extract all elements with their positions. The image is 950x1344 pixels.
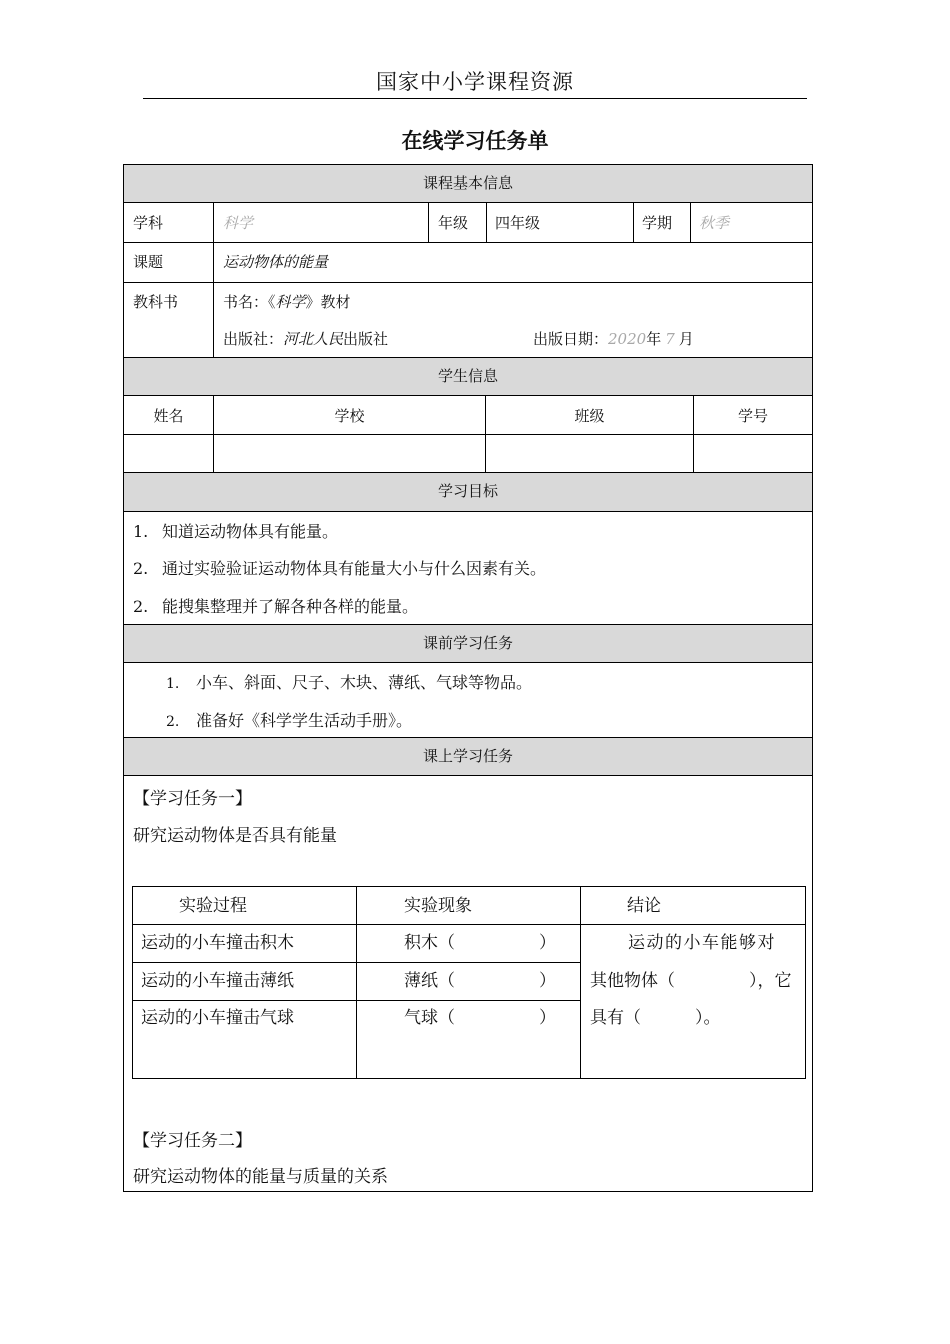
course-info-header: 课程基本信息 xyxy=(124,165,812,203)
conclusion-line-3-end: ）。 xyxy=(695,1008,721,1028)
publish-date-line xyxy=(533,329,694,349)
pre-class-text: 准备好《科学学生活动手册》。 xyxy=(196,711,413,730)
task2-title: 【学习任务二】 xyxy=(133,1131,252,1151)
task-sheet-table xyxy=(123,164,813,1192)
student-name-input[interactable] xyxy=(124,435,213,471)
term-value: 秋季 xyxy=(699,214,730,232)
objective-num: 2. xyxy=(133,559,149,578)
task1-description: 研究运动物体是否具有能量 xyxy=(133,826,337,846)
year-unit: 年 xyxy=(646,330,662,348)
book-name-prefix: 书名：《 xyxy=(223,293,276,311)
objective-text: 知道运动物体具有能量。 xyxy=(162,522,339,541)
textbook-label: 教科书 xyxy=(133,293,179,311)
divider xyxy=(356,887,357,1078)
student-id-input[interactable] xyxy=(694,435,812,471)
book-name-line xyxy=(223,292,351,312)
phenomenon-cell: 气球（ xyxy=(404,1008,455,1028)
row-divider xyxy=(133,1000,580,1001)
objective-item xyxy=(133,556,546,579)
student-school-header: 学校 xyxy=(334,407,365,425)
publish-month: 7 xyxy=(665,330,675,348)
student-class-input[interactable] xyxy=(486,435,693,471)
grade-label: 年级 xyxy=(438,214,469,232)
student-class-header: 班级 xyxy=(574,407,605,425)
pre-class-num: 1. xyxy=(166,676,180,692)
book-name-suffix: 》教材 xyxy=(305,293,351,311)
book-name-value: 科学 xyxy=(275,293,306,311)
conclusion-line-3-start: 具有（ xyxy=(590,1008,641,1028)
student-id-header: 学号 xyxy=(737,407,768,425)
objective-item xyxy=(133,519,338,542)
pre-class-text: 小车、斜面、尺子、木块、薄纸、气球等物品。 xyxy=(196,673,533,692)
subject-label: 学科 xyxy=(133,214,164,232)
blank-close-paren: ） xyxy=(539,933,556,953)
row-divider xyxy=(133,962,580,963)
conclusion-line-2-end: ），它 xyxy=(749,971,792,991)
objective-num: 1. xyxy=(133,522,149,541)
conclusion-line-2-start: 其他物体（ xyxy=(590,971,675,991)
header-rule xyxy=(143,98,807,99)
student-info-header: 学生信息 xyxy=(124,357,812,396)
grade-value: 四年级 xyxy=(495,214,541,232)
task1-title: 【学习任务一】 xyxy=(133,789,252,809)
phenomenon-column-header: 实验现象 xyxy=(404,896,472,916)
process-cell: 运动的小车撞击积木 xyxy=(141,933,294,953)
resource-header-title: 国家中小学课程资源 xyxy=(376,70,574,94)
blank-close-paren: ） xyxy=(539,1008,556,1028)
process-cell: 运动的小车撞击气球 xyxy=(141,1008,294,1028)
pre-class-item xyxy=(166,670,532,693)
conclusion-line-1: 运动的小车能够对 xyxy=(628,933,776,953)
divider xyxy=(690,203,691,242)
publish-date-label: 出版日期： xyxy=(533,330,609,348)
subject-value: 科学 xyxy=(223,214,254,232)
divider xyxy=(428,203,429,242)
publish-year: 2020 xyxy=(608,330,647,348)
student-school-input[interactable] xyxy=(214,435,485,471)
pre-class-header: 课前学习任务 xyxy=(124,624,812,663)
process-cell: 运动的小车撞击薄纸 xyxy=(141,971,294,991)
pre-class-num: 2. xyxy=(166,714,180,730)
row-divider xyxy=(124,282,812,283)
objective-num: 2. xyxy=(133,597,149,616)
divider xyxy=(213,203,214,357)
publisher-label: 出版社： xyxy=(223,330,284,348)
row-divider xyxy=(124,242,812,243)
phenomenon-cell: 积木（ xyxy=(404,933,455,953)
objective-text: 能搜集整理并了解各种各样的能量。 xyxy=(162,597,419,616)
divider xyxy=(486,203,487,242)
publisher-line xyxy=(223,329,388,349)
month-unit: 月 xyxy=(678,330,694,348)
process-column-header: 实验过程 xyxy=(179,896,247,916)
topic-label: 课题 xyxy=(133,253,164,271)
objective-text: 通过实验验证运动物体具有能量大小与什么因素有关。 xyxy=(162,559,547,578)
document-title: 在线学习任务单 xyxy=(401,128,549,153)
student-name-header: 姓名 xyxy=(153,407,184,425)
experiment-table xyxy=(132,886,806,1079)
term-label: 学期 xyxy=(642,214,673,232)
objectives-header: 学习目标 xyxy=(124,472,812,512)
topic-value: 运动物体的能量 xyxy=(223,253,329,271)
publisher-suffix: 出版社 xyxy=(343,330,389,348)
publisher-value: 河北人民 xyxy=(283,330,344,348)
in-class-header: 课上学习任务 xyxy=(124,737,812,776)
row-divider xyxy=(133,924,805,925)
divider xyxy=(580,887,581,1078)
phenomenon-cell: 薄纸（ xyxy=(404,971,455,991)
blank-close-paren: ） xyxy=(539,971,556,991)
conclusion-column-header: 结论 xyxy=(627,896,661,916)
objective-item xyxy=(133,594,418,617)
task2-description: 研究运动物体的能量与质量的关系 xyxy=(133,1167,388,1187)
divider xyxy=(633,203,634,242)
pre-class-item xyxy=(166,708,412,731)
